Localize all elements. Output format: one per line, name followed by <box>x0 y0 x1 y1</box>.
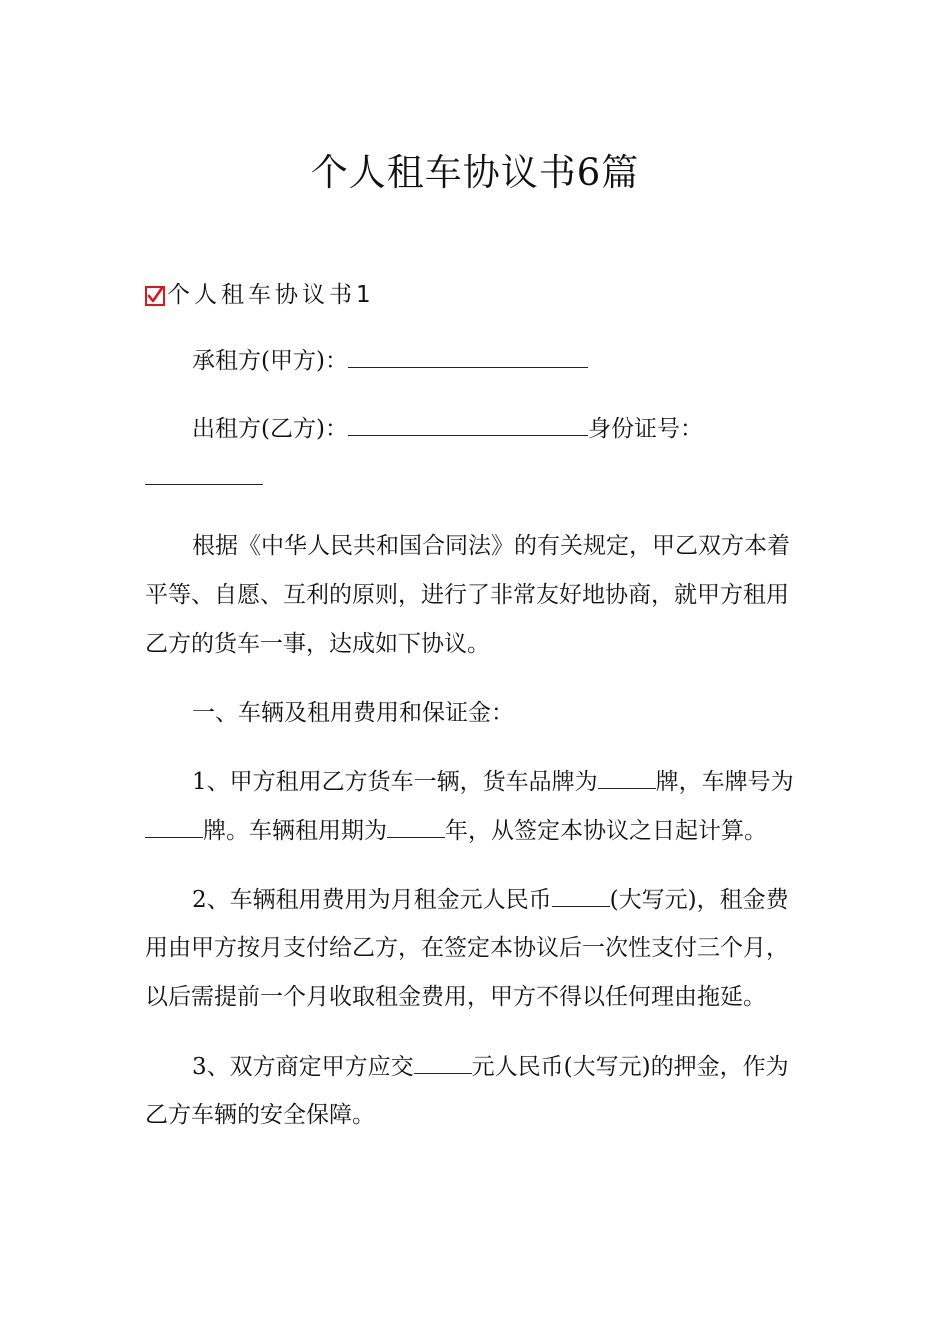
item-2-text-a: 2、车辆租用费用为月租金元人民币 <box>192 887 552 913</box>
party-a-line <box>192 345 588 376</box>
document-title: 个人租车协议书6篇 <box>310 151 640 194</box>
item-1-text-c: 牌。车辆租用期为 <box>203 818 387 844</box>
item-3-line-1 <box>192 1051 789 1082</box>
id-number-blank <box>145 462 263 485</box>
party-b-line <box>192 413 703 444</box>
clause-1-heading: 一、车辆及租用费用和保证金： <box>192 700 514 726</box>
checkbox-check-icon <box>145 286 165 306</box>
id-number-label: 身份证号： <box>587 416 703 442</box>
item-3-line-2: 乙方车辆的安全保障。 <box>145 1102 375 1128</box>
monthly-rent-blank <box>552 884 610 907</box>
id-number-line <box>145 462 263 493</box>
item-1-line-2 <box>145 815 767 846</box>
truck-brand-blank <box>598 766 656 789</box>
intro-paragraph-line-1: 根据《中华人民共和国合同法》的有关规定，甲乙双方本着 <box>192 533 790 559</box>
section-heading <box>145 272 375 312</box>
deposit-blank <box>414 1051 472 1074</box>
item-2-line-1 <box>192 884 789 915</box>
rental-years-blank <box>387 815 445 838</box>
intro-paragraph-line-2: 平等、自愿、互利的原则，进行了非常友好地协商，就甲方租用 <box>145 582 789 608</box>
item-2-line-3: 以后需提前一个月收取租金费用，甲方不得以任何理由拖延。 <box>145 984 766 1010</box>
section-heading-text: 个人租车协议书1 <box>167 281 375 308</box>
party-b-blank <box>348 413 588 436</box>
party-a-blank <box>348 345 588 368</box>
item-1-line-1 <box>192 766 794 797</box>
item-1-text-d: 年，从签定本协议之日起计算。 <box>445 818 767 844</box>
item-3-text-b: 元人民币(大写元)的押金，作为 <box>471 1054 789 1080</box>
item-2-line-2: 用由甲方按月支付给乙方，在签定本协议后一次性支付三个月， <box>145 935 789 961</box>
party-a-label: 承租方(甲方)： <box>192 348 348 374</box>
item-2-text-b: (大写元)，租金费 <box>609 887 789 913</box>
intro-paragraph-line-3: 乙方的货车一事，达成如下协议。 <box>145 631 490 657</box>
party-b-label: 出租方(乙方)： <box>192 416 348 442</box>
item-3-text-a: 3、双方商定甲方应交 <box>192 1054 414 1080</box>
item-1-text-b: 牌，车牌号为 <box>655 769 794 795</box>
item-1-text-a: 1、甲方租用乙方货车一辆，货车品牌为 <box>192 769 598 795</box>
plate-number-blank <box>145 815 203 838</box>
